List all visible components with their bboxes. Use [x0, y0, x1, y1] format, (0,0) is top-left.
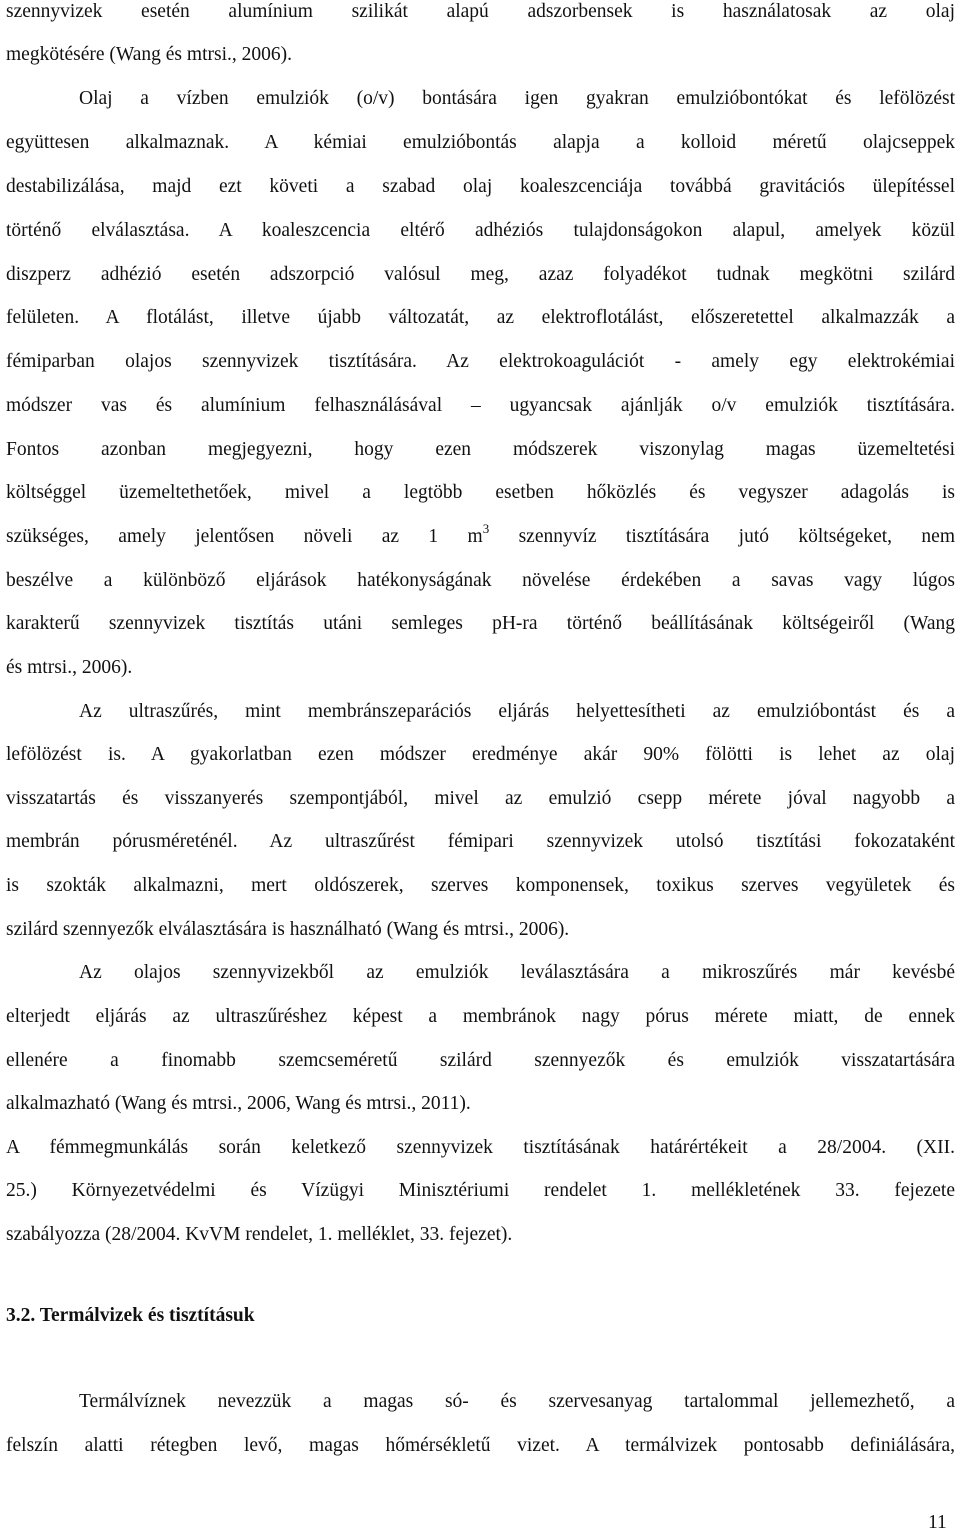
- text-line: megkötésére (Wang és mtrsi., 2006).: [6, 44, 292, 65]
- text-line: diszperz adhézió esetén adszorpció valósul meg, azaz folyadékot tudnak megkötni szilárd: [6, 264, 955, 285]
- text-line: 25.) Környezetvédelmi és Vízügyi Minisztériumi rendelet 1. mellékletének 33. fejezete: [6, 1180, 955, 1201]
- text-line: költséggel üzemeltethetőek, mivel a legtöbb esetben hőközlés és vegyszer adagolás is: [6, 482, 955, 503]
- superscript: 3: [482, 521, 490, 536]
- text-segment: szennyvíz tisztítására jutó költségeket, nem: [489, 526, 955, 547]
- page-number: 11: [928, 1512, 947, 1533]
- text-line: Fontos azonban megjegyezni, hogy ezen módszerek viszonylag magas üzemeltetési: [6, 439, 955, 460]
- text-line: karakterű szennyvizek tisztítás utáni semleges pH-ra történő beállításának költségeiről (Wang: [6, 613, 955, 634]
- text-line: A fémmegmunkálás során keletkező szennyvizek tisztításának határértékeit a 28/2004. (XII.: [6, 1137, 955, 1158]
- text-line: szabályozza (28/2004. KvVM rendelet, 1. melléklet, 33. fejezet).: [6, 1224, 513, 1245]
- text-line: fémiparban olajos szennyvizek tisztítására. Az elektrokoagulációt - amely egy elektrokémiai: [6, 351, 955, 372]
- text-line-with-superscript: [6, 521, 955, 549]
- text-line: szennyvizek esetén alumínium szilikát alapú adszorbensek is használatosak az olaj: [6, 1, 955, 22]
- text-line: alkalmazható (Wang és mtrsi., 2006, Wang és mtrsi., 2011).: [6, 1093, 471, 1114]
- text-line: visszatartás és visszanyerés szempontjából, mivel az emulzió csepp mérete jóval nagyobb a: [6, 788, 955, 809]
- text-line: szilárd szennyezők elválasztására is használható (Wang és mtrsi., 2006).: [6, 919, 570, 940]
- text-line: együttesen alkalmaznak. A kémiai emulzióbontás alapja a kolloid méretű olajcseppek: [6, 132, 955, 153]
- text-line: felületen. A flotálást, illetve újabb változatát, az elektroflotálást, előszeretettel alkalmazzák a: [6, 307, 955, 328]
- text-line: elterjedt eljárás az ultraszűréshez képest a membránok nagy pórus mérete miatt, de ennek: [6, 1006, 955, 1027]
- text-line: membrán pórusméreténél. Az ultraszűrést fémipari szennyvizek utolsó tisztítási fokozataként: [6, 831, 955, 852]
- text-line: destabilizálása, majd ezt követi a szabad olaj koaleszcenciája továbbá gravitációs ülepítéssel: [6, 176, 955, 197]
- text-line: Az ultraszűrés, mint membránszeparációs eljárás helyettesítheti az emulzióbontást és a: [79, 701, 955, 722]
- text-line: módszer vas és alumínium felhasználásával – ugyancsak ajánlják o/v emulziók tisztítására.: [6, 395, 955, 416]
- text-line: beszélve a különböző eljárások hatékonyságának növelése érdekében a savas vagy lúgos: [6, 570, 955, 591]
- section-heading: 3.2. Termálvizek és tisztításuk: [6, 1305, 255, 1326]
- text-line: is szokták alkalmazni, mert oldószerek, szerves komponensek, toxikus szerves vegyületek és: [6, 875, 955, 896]
- text-line: Olaj a vízben emulziók (o/v) bontására igen gyakran emulzióbontókat és lefölözést: [79, 88, 955, 109]
- text-line: lefölözést is. A gyakorlatban ezen módszer eredménye akár 90% fölötti is lehet az olaj: [6, 744, 955, 765]
- text-line: felszín alatti rétegben levő, magas hőmérsékletű vizet. A termálvizek pontosabb definiálására,: [6, 1435, 955, 1456]
- text-segment: szükséges, amely jelentősen növeli az 1 m: [6, 526, 483, 547]
- text-line: ellenére a finomabb szemcseméretű szilárd szennyezők és emulziók visszatartására: [6, 1050, 955, 1071]
- text-line: Termálvíznek nevezzük a magas só- és szervesanyag tartalommal jellemezhető, a: [79, 1391, 955, 1412]
- text-line: és mtrsi., 2006).: [6, 657, 133, 678]
- text-line: történő elválasztása. A koaleszcencia eltérő adhéziós tulajdonságokon alapul, amelyek közül: [6, 220, 955, 241]
- text-line: Az olajos szennyvizekből az emulziók leválasztására a mikroszűrés már kevésbé: [79, 962, 955, 983]
